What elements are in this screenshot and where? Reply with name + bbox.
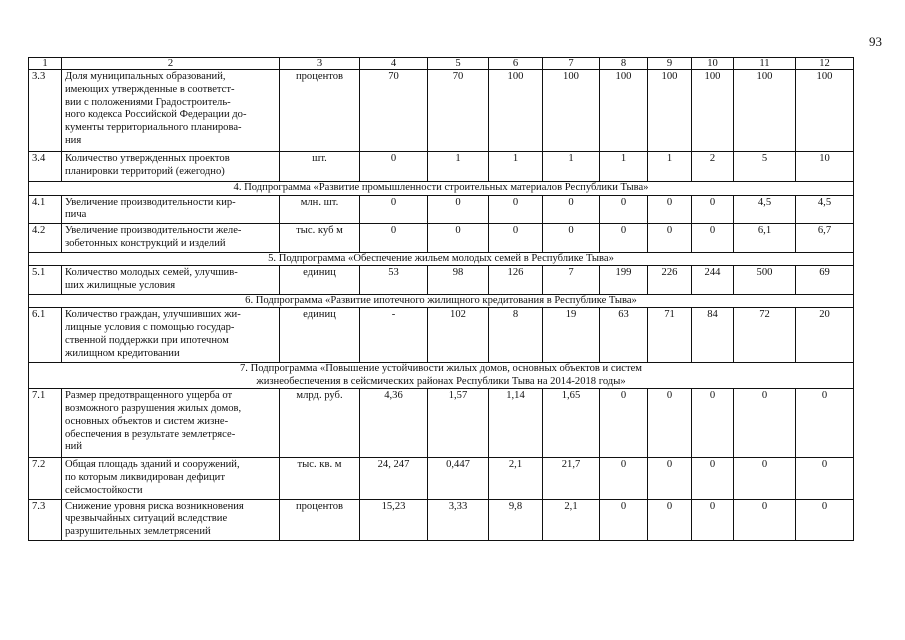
unit-cell: процентов <box>280 70 360 152</box>
value-cell: 84 <box>692 308 734 363</box>
value-cell: 1 <box>648 152 692 182</box>
value-cell: 5 <box>734 152 796 182</box>
table-row <box>29 224 854 253</box>
value-cell: 71 <box>648 308 692 363</box>
indicator-name: Общая площадь зданий и сооружений, по которым ликвидирован дефицит сейсмостойкости <box>62 458 280 499</box>
value-cell: 0 <box>600 499 648 540</box>
value-cell: 1,57 <box>428 389 489 458</box>
row-number: 7.2 <box>29 458 62 499</box>
value-cell: 0 <box>600 195 648 224</box>
value-cell: 100 <box>600 70 648 152</box>
value-cell: 1,14 <box>489 389 543 458</box>
indicator-name: Количество молодых семей, улучшив- ших жилищные условия <box>62 266 280 295</box>
column-number: 6 <box>489 58 543 70</box>
table-row <box>29 152 854 182</box>
value-cell: 9,8 <box>489 499 543 540</box>
value-cell: 0 <box>489 224 543 253</box>
indicator-name: Количество граждан, улучшивших жи- лищные условия с помощью государ- ственной поддержки при ипотечном жилищном кредитовании <box>62 308 280 363</box>
unit-cell: млн. шт. <box>280 195 360 224</box>
value-cell: 100 <box>648 70 692 152</box>
value-cell: 8 <box>489 308 543 363</box>
value-cell: 199 <box>600 266 648 295</box>
table-row <box>29 458 854 499</box>
value-cell: 7 <box>543 266 600 295</box>
value-cell: 69 <box>796 266 854 295</box>
value-cell: 3,33 <box>428 499 489 540</box>
value-cell: 15,23 <box>360 499 428 540</box>
value-cell: 4,5 <box>796 195 854 224</box>
value-cell: 100 <box>543 70 600 152</box>
subprogram-title: 7. Подпрограмма «Повышение устойчивости жилых домов, основных объектов и систем жизнеобеспечения в сейсмических районах Республики Тыва на 2014-2018 годы» <box>29 363 854 389</box>
column-number: 5 <box>428 58 489 70</box>
unit-cell: млрд. руб. <box>280 389 360 458</box>
value-cell: 2,1 <box>543 499 600 540</box>
value-cell: 0 <box>692 458 734 499</box>
indicators-table <box>28 57 854 541</box>
value-cell: 72 <box>734 308 796 363</box>
value-cell: 0 <box>543 195 600 224</box>
row-number: 3.3 <box>29 70 62 152</box>
unit-cell: тыс. кв. м <box>280 458 360 499</box>
column-number: 10 <box>692 58 734 70</box>
value-cell: 6,7 <box>796 224 854 253</box>
value-cell: 0 <box>360 152 428 182</box>
unit-cell: шт. <box>280 152 360 182</box>
row-number: 7.3 <box>29 499 62 540</box>
row-number: 7.1 <box>29 389 62 458</box>
row-number: 3.4 <box>29 152 62 182</box>
value-cell: 0 <box>600 389 648 458</box>
column-number: 12 <box>796 58 854 70</box>
value-cell: 102 <box>428 308 489 363</box>
value-cell: 0 <box>734 458 796 499</box>
indicator-name: Размер предотвращенного ущерба от возможного разрушения жилых домов, основных объектов и систем жизне- обеспечения в результате землетрясе- ний <box>62 389 280 458</box>
row-number: 5.1 <box>29 266 62 295</box>
table-row <box>29 266 854 295</box>
indicator-name: Доля муниципальных образований, имеющих утвержденные в соответст- вии с положениями Градостроитель- ного кодекса Российской Федерации до- кументы территориального планирова- ния <box>62 70 280 152</box>
value-cell: 0 <box>692 389 734 458</box>
value-cell: 24, 247 <box>360 458 428 499</box>
value-cell: 0 <box>796 499 854 540</box>
value-cell: 100 <box>489 70 543 152</box>
value-cell: 4,5 <box>734 195 796 224</box>
value-cell: 100 <box>692 70 734 152</box>
column-number: 3 <box>280 58 360 70</box>
row-number: 4.1 <box>29 195 62 224</box>
value-cell: 10 <box>796 152 854 182</box>
unit-cell: тыс. куб м <box>280 224 360 253</box>
value-cell: 0 <box>692 499 734 540</box>
value-cell: 6,1 <box>734 224 796 253</box>
value-cell: 0 <box>692 195 734 224</box>
value-cell: 4,36 <box>360 389 428 458</box>
value-cell: 0 <box>796 458 854 499</box>
column-number: 9 <box>648 58 692 70</box>
unit-cell: единиц <box>280 266 360 295</box>
indicator-name: Увеличение производительности желе- зобетонных конструкций и изделий <box>62 224 280 253</box>
value-cell: 0 <box>796 389 854 458</box>
value-cell: - <box>360 308 428 363</box>
value-cell: 244 <box>692 266 734 295</box>
value-cell: 0 <box>360 195 428 224</box>
table-row <box>29 70 854 152</box>
value-cell: 2,1 <box>489 458 543 499</box>
table-row <box>29 499 854 540</box>
value-cell: 0 <box>428 224 489 253</box>
column-number: 1 <box>29 58 62 70</box>
value-cell: 0 <box>692 224 734 253</box>
value-cell: 19 <box>543 308 600 363</box>
value-cell: 63 <box>600 308 648 363</box>
value-cell: 126 <box>489 266 543 295</box>
value-cell: 0 <box>648 499 692 540</box>
subprogram-header-row <box>29 363 854 389</box>
value-cell: 0 <box>428 195 489 224</box>
subprogram-header-row <box>29 252 854 266</box>
subprogram-header-row <box>29 182 854 196</box>
value-cell: 70 <box>360 70 428 152</box>
unit-cell: процентов <box>280 499 360 540</box>
value-cell: 0 <box>543 224 600 253</box>
value-cell: 0 <box>600 458 648 499</box>
value-cell: 1 <box>600 152 648 182</box>
table-row <box>29 389 854 458</box>
value-cell: 2 <box>692 152 734 182</box>
value-cell: 20 <box>796 308 854 363</box>
value-cell: 226 <box>648 266 692 295</box>
value-cell: 0 <box>600 224 648 253</box>
value-cell: 0 <box>360 224 428 253</box>
value-cell: 0 <box>648 195 692 224</box>
value-cell: 98 <box>428 266 489 295</box>
subprogram-header-row <box>29 294 854 308</box>
column-number: 11 <box>734 58 796 70</box>
column-number: 2 <box>62 58 280 70</box>
row-number: 6.1 <box>29 308 62 363</box>
value-cell: 1 <box>543 152 600 182</box>
value-cell: 0 <box>734 389 796 458</box>
value-cell: 21,7 <box>543 458 600 499</box>
value-cell: 0 <box>489 195 543 224</box>
value-cell: 100 <box>796 70 854 152</box>
indicator-name: Количество утвержденных проектов планировки территорий (ежегодно) <box>62 152 280 182</box>
value-cell: 0 <box>648 224 692 253</box>
subprogram-title: 4. Подпрограмма «Развитие промышленности строительных материалов Республики Тыва» <box>29 182 854 196</box>
indicator-name: Увеличение производительности кир- пича <box>62 195 280 224</box>
value-cell: 0 <box>648 389 692 458</box>
value-cell: 100 <box>734 70 796 152</box>
column-number: 8 <box>600 58 648 70</box>
row-number: 4.2 <box>29 224 62 253</box>
value-cell: 0 <box>648 458 692 499</box>
value-cell: 70 <box>428 70 489 152</box>
value-cell: 0,447 <box>428 458 489 499</box>
indicator-name: Снижение уровня риска возникновения чрезвычайных ситуаций вследствие разрушительных землетрясений <box>62 499 280 540</box>
column-numbers-row <box>29 58 854 70</box>
value-cell: 1 <box>489 152 543 182</box>
page-number: 93 <box>869 34 882 49</box>
column-number: 4 <box>360 58 428 70</box>
value-cell: 1,65 <box>543 389 600 458</box>
value-cell: 0 <box>734 499 796 540</box>
value-cell: 53 <box>360 266 428 295</box>
unit-cell: единиц <box>280 308 360 363</box>
value-cell: 1 <box>428 152 489 182</box>
table-row <box>29 308 854 363</box>
column-number: 7 <box>543 58 600 70</box>
value-cell: 500 <box>734 266 796 295</box>
table-row <box>29 195 854 224</box>
subprogram-title: 5. Подпрограмма «Обеспечение жильем молодых семей в Республике Тыва» <box>29 252 854 266</box>
subprogram-title: 6. Подпрограмма «Развитие ипотечного жилищного кредитования в Республике Тыва» <box>29 294 854 308</box>
